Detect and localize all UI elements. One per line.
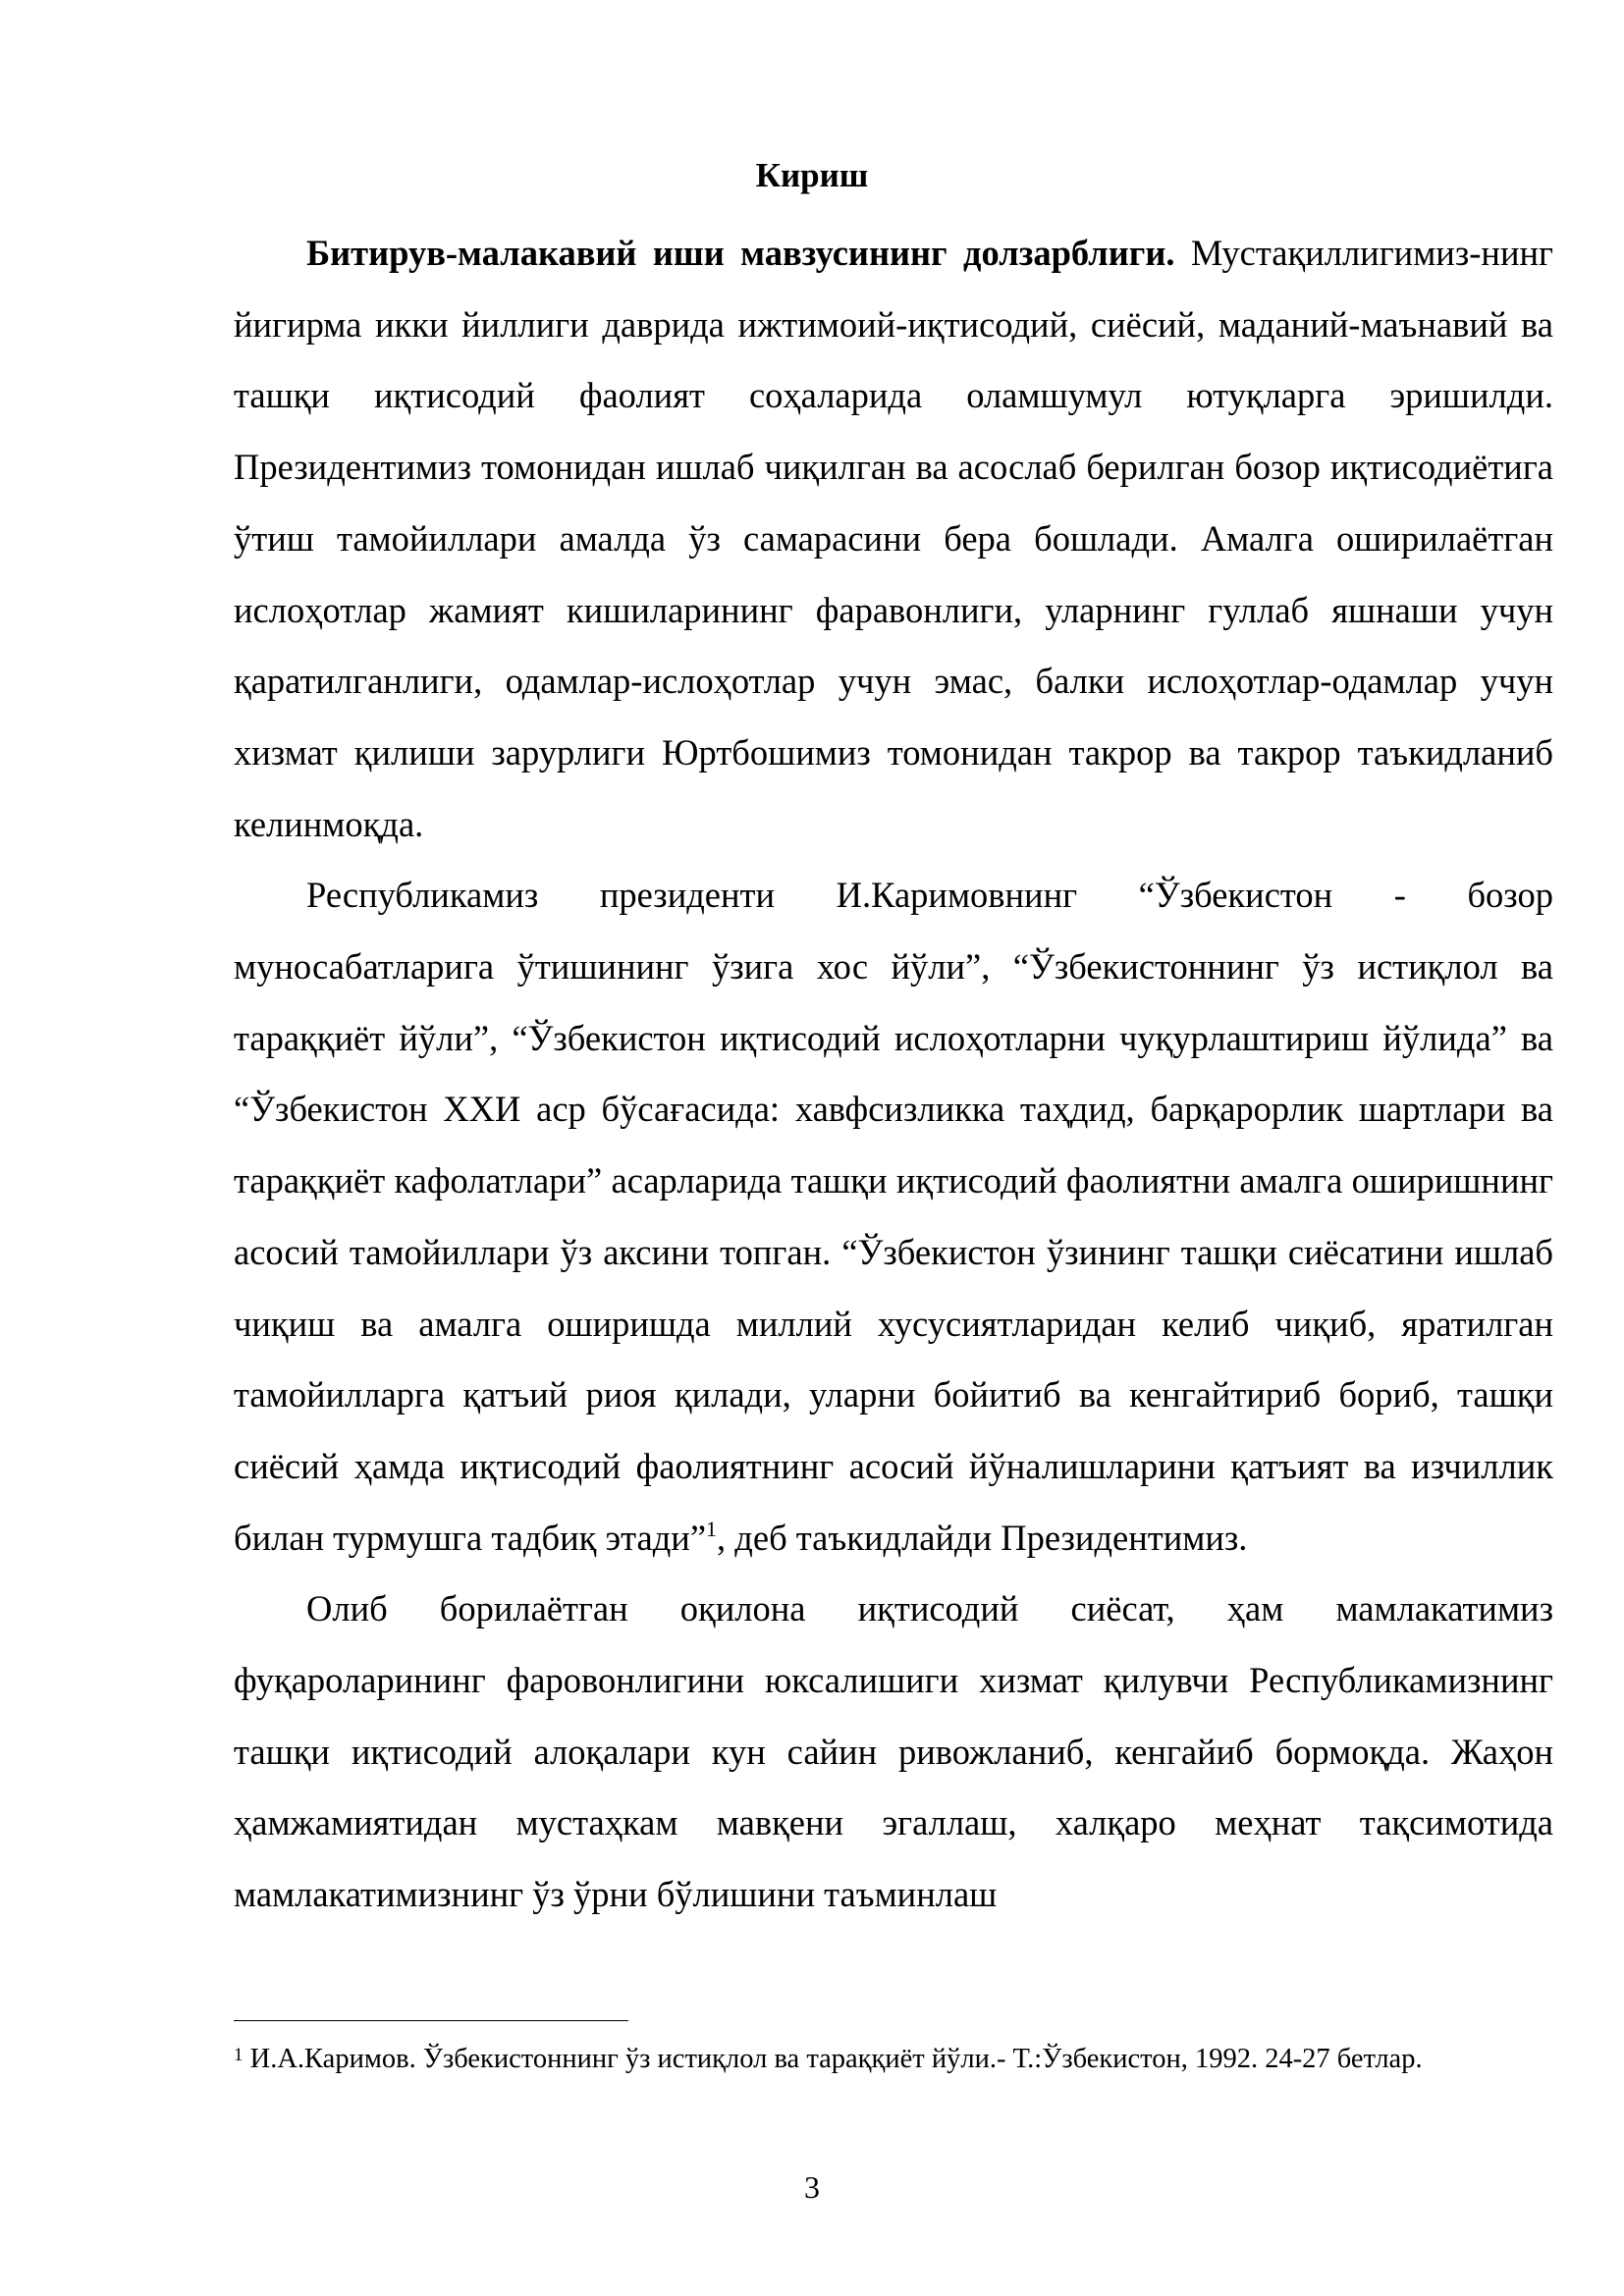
paragraph-president-works [234,860,1553,1574]
paragraph-text: Республикамиз президенти И.Каримовнинг “Ўзбекистон - бозор муносабатларига ўтишининг ўзига хос йўли”, “Ўзбекистоннинг ўз истиқлол ва тараққиёт йўли”, “Ўзбекистон иқтисодий ислоҳотларни чуқурлаштириш йўлида” ва “Ўзбекистон XXИ аср бўсағасида: хавфсизликка таҳдид, барқарорлик шартлари ва тараққиёт кафолатлари” асарларида ташқи иқтисодий фаолиятни амалга оширишнинг асосий тамойиллари ўз аксини топган. “Ўзбекистон ўзининг ташқи сиёсатини ишлаб чиқиш ва амалга оширишда миллий хусусиятларидан келиб чиқиб, яратилган тамойилларга қатъий риоя қилади, уларни бойитиб ва кенгайтириб бориб, ташқи сиёсий ҳамда иқтисодий фаолиятнинг асосий йўналишларини қатъият ва изчиллик билан турмушга тадбиқ этади” [234,875,1553,1558]
paragraph-lead: Битирув-малакавий иши мавзусининг долзарблиги. [306,233,1175,273]
paragraph-text: Мустақиллигимиз-нинг йигирма икки йиллиги даврида ижтимоий-иқтисодий, сиёсий, маданий-маънавий ва ташқи иқтисодий фаолият соҳаларида оламшумул ютуқларга эришилди. Президентимиз томонидан ишлаб чиқилган ва асослаб берилган бозор иқтисодиётига ўтиш тамойиллари амалда ўз самарасини бера бошлади. Амалга оширилаётган ислоҳотлар жамият кишиларининг фаравонлиги, уларнинг гуллаб яшнаши учун қаратилганлиги, одамлар-ислоҳотлар учун эмас, балки ислоҳотлар-одамлар учун хизмат қилиши зарурлиги Юртбошимиз томонидан такрор ва такрор таъкидланиб келинмоқда. [234,233,1553,844]
paragraph-relevance [234,218,1553,860]
footnote-reference: 1 [706,1516,718,1541]
page-title: Кириш [755,156,869,194]
page-number: 3 [804,2169,820,2205]
footnote-marker: 1 [234,2045,244,2065]
paragraph-economic-policy [234,1574,1553,1931]
paragraph-text: Олиб борилаётган оқилона иқтисодий сиёсат, ҳам мамлакатимиз фуқароларининг фаровонлигини юксалишиги хизмат қилувчи Республикамизнинг ташқи иқтисодий алоқалари кун сайин ривожланиб, кенгайиб бормоқда. Жаҳон ҳамжамиятидан мустаҳкам мавқени эгаллаш, халқаро меҳнат тақсимотида мамлакатимизнинг ўз ўрни бўлишини таъминлаш [234,1588,1553,1915]
footnote [234,2040,1569,2079]
paragraph-text-after: , деб таъкидлайди Президентимиз. [717,1517,1248,1558]
footnote-separator [234,2020,628,2021]
footnote-text: И.А.Каримов. Ўзбекистоннинг ўз истиқлол ва тараққиёт йўли.- Т.:Ўзбекистон, 1992. 24-27 бетлар. [243,2044,1423,2074]
body-text [234,218,1553,1931]
